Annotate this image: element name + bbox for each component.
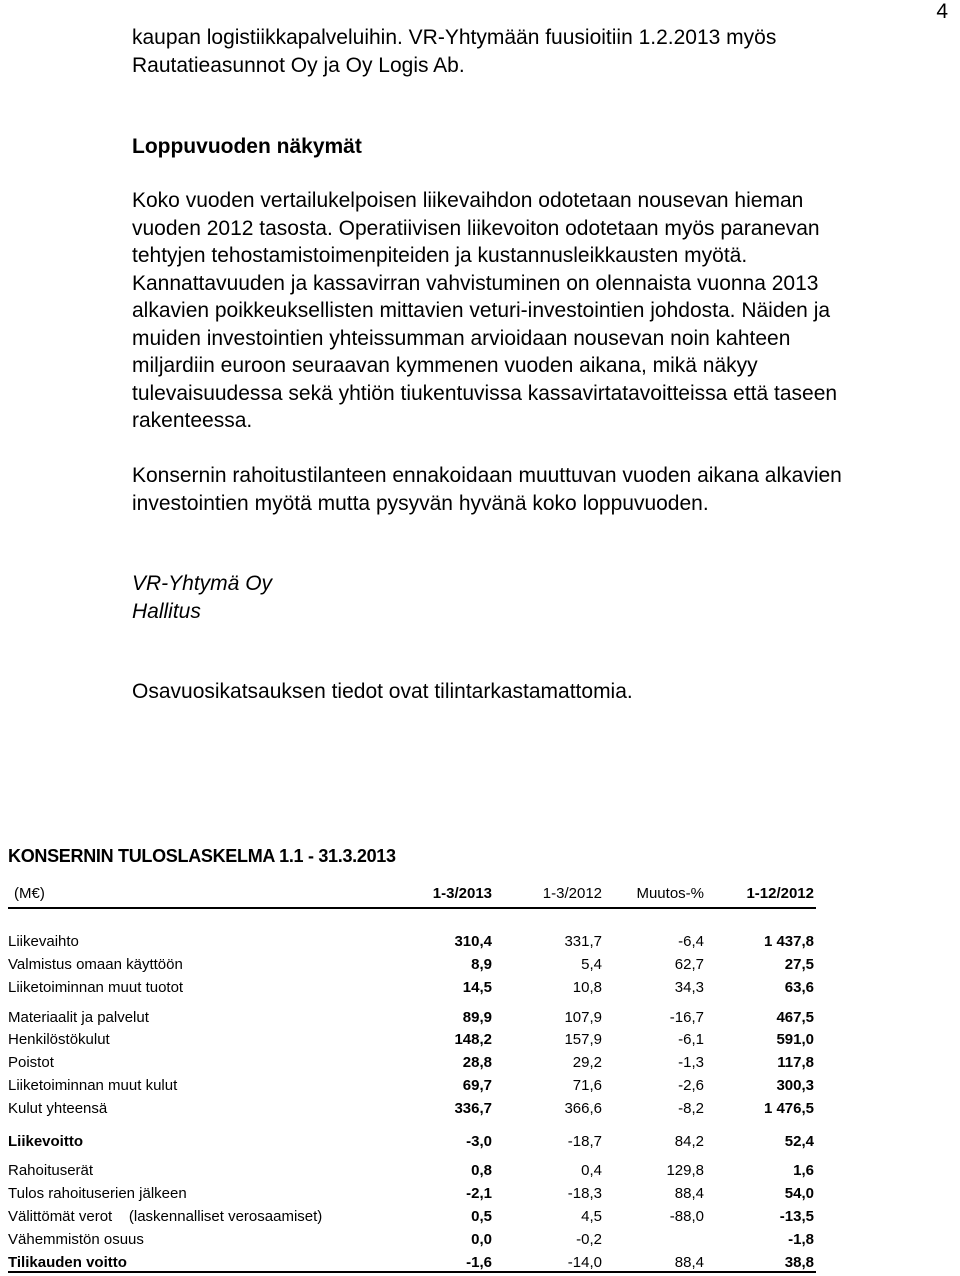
cell-change: -16,7 (669, 1009, 704, 1026)
table-row (8, 1009, 816, 1029)
cell-q2012: -14,0 (567, 1254, 602, 1271)
cell-q2012: 366,6 (564, 1100, 602, 1117)
cell-change: 34,3 (674, 979, 704, 996)
cell-q2013: 0,5 (471, 1208, 492, 1225)
cell-y2012: 38,8 (784, 1254, 814, 1271)
cell-change: -88,0 (669, 1208, 704, 1225)
cell-y2012: 1,6 (793, 1162, 814, 1179)
row-label: Liikevaihto (8, 933, 79, 950)
cell-y2012: 63,6 (784, 979, 814, 996)
cell-y2012: -13,5 (779, 1208, 814, 1225)
cell-q2013: 8,9 (471, 956, 492, 973)
header-unit: (M€) (14, 885, 45, 902)
row-label: Liiketoiminnan muut tuotot (8, 979, 184, 996)
cell-y2012: 54,0 (784, 1185, 814, 1202)
row-label: Henkilöstökulut (8, 1031, 110, 1048)
cell-q2013: 310,4 (454, 933, 492, 950)
cell-q2012: 157,9 (564, 1031, 602, 1048)
table-row (8, 1231, 816, 1251)
cell-y2012: 27,5 (784, 956, 814, 973)
header-q2013: 1-3/2013 (432, 885, 492, 902)
row-label: Materiaalit ja palvelut (8, 1009, 149, 1026)
paragraph-line: Koko vuoden vertailukelpoisen liikevaihdon odotetaan nousevan hieman (132, 189, 804, 212)
paragraph-line: investointien myötä mutta pysyvän hyvänä koko loppuvuoden. (132, 491, 709, 515)
page-number: 4 (936, 0, 948, 23)
header-q2012: 1-3/2012 (542, 885, 602, 902)
cell-q2012: -18,7 (567, 1133, 602, 1150)
table-row (8, 933, 816, 953)
table-bottom-rule (8, 1271, 816, 1273)
table-row (8, 1162, 816, 1182)
table-row (8, 1100, 816, 1120)
cell-q2012: 107,9 (564, 1009, 602, 1026)
cell-change: -2,6 (678, 1077, 704, 1094)
row-label: Rahoituserät (8, 1162, 94, 1179)
table-row (8, 1208, 816, 1228)
outlook-paragraph-1 (132, 187, 932, 435)
row-label: Liiketoiminnan muut kulut (8, 1077, 178, 1094)
cell-change: -8,2 (678, 1100, 704, 1117)
paragraph-line: rakenteessa. (132, 409, 253, 432)
paragraph-line: miljardiin euroon seuraavan kymmenen vuoden aikana, mikä näkyy (132, 354, 758, 377)
cell-change: 129,8 (666, 1162, 704, 1179)
row-label: Vähemmistön osuus (8, 1231, 144, 1248)
table-row (8, 1133, 816, 1153)
table-row (8, 1185, 816, 1205)
cell-q2013: -1,6 (466, 1254, 492, 1271)
cell-y2012: 591,0 (776, 1031, 814, 1048)
cell-q2012: 0,4 (581, 1162, 602, 1179)
cell-q2013: 0,0 (471, 1231, 492, 1248)
audit-note: Osavuosikatsauksen tiedot ovat tilintarkastamattomia. (132, 680, 633, 703)
row-label: Poistot (8, 1054, 54, 1071)
paragraph-line: vuoden 2012 tasosta. Operatiivisen liikevoiton odotetaan myös paranevan (132, 216, 820, 240)
cell-change: -1,3 (678, 1054, 704, 1071)
cell-change: -6,4 (678, 933, 704, 950)
cell-y2012: 467,5 (776, 1009, 814, 1026)
cell-q2012: -18,3 (567, 1185, 602, 1202)
cell-q2013: 14,5 (462, 979, 492, 996)
cell-q2013: 69,7 (462, 1077, 492, 1094)
cell-q2012: 29,2 (572, 1054, 602, 1071)
paragraph-line: muiden investointien yhteissumman arvioidaan nousevan noin kahteen (132, 326, 791, 350)
cell-q2012: 5,4 (581, 956, 602, 973)
signature-board: Hallitus (132, 600, 201, 623)
cell-q2013: 148,2 (454, 1031, 492, 1048)
table-row (8, 1054, 816, 1074)
signature-block (132, 570, 272, 626)
outlook-paragraph-2 (132, 462, 932, 517)
intro-paragraph (132, 24, 932, 79)
row-label: Liikevoitto (8, 1133, 84, 1150)
cell-change: 62,7 (674, 956, 704, 973)
cell-y2012: 300,3 (776, 1077, 814, 1094)
table-row (8, 1077, 816, 1097)
cell-q2012: 10,8 (572, 979, 602, 996)
table-row (8, 1031, 816, 1051)
table-title: KONSERNIN TULOSLASKELMA 1.1 - 31.3.2013 (8, 846, 396, 866)
outlook-heading: Loppuvuoden näkymät (132, 135, 362, 158)
cell-q2012: 331,7 (564, 933, 602, 950)
paragraph-line: alkavien poikkeuksellisten mittavien veturi-investointien johdosta. Näiden ja (132, 299, 831, 322)
cell-q2013: 0,8 (471, 1162, 492, 1179)
intro-line: Rautatieasunnot Oy ja Oy Logis Ab. (132, 53, 465, 77)
paragraph-line: Konsernin rahoitustilanteen ennakoidaan muuttuvan vuoden aikana alkavien (132, 464, 842, 487)
table-row (8, 979, 816, 999)
cell-change: -6,1 (678, 1031, 704, 1048)
row-label: Välittömät verot (laskennalliset verosaamiset) (8, 1208, 323, 1225)
cell-q2013: 89,9 (462, 1009, 492, 1026)
row-label: Tulos rahoituserien jälkeen (8, 1185, 187, 1202)
table-header (8, 885, 816, 909)
cell-change: 88,4 (674, 1185, 704, 1202)
cell-q2012: 71,6 (572, 1077, 602, 1094)
cell-y2012: 1 437,8 (763, 933, 814, 950)
paragraph-line: tehtyjen tehostamistoimenpiteiden ja kustannusleikkausten myötä. (132, 244, 748, 267)
header-y2012: 1-12/2012 (746, 885, 814, 902)
paragraph-line: Kannattavuuden ja kassavirran vahvistuminen on olennaista vuonna 2013 (132, 271, 819, 295)
row-label: Kulut yhteensä (8, 1100, 108, 1117)
cell-q2013: -2,1 (466, 1185, 492, 1202)
cell-q2013: -3,0 (466, 1133, 492, 1150)
cell-y2012: 52,4 (784, 1133, 814, 1150)
cell-q2013: 28,8 (462, 1054, 492, 1071)
table-row (8, 956, 816, 976)
cell-y2012: 1 476,5 (763, 1100, 814, 1117)
cell-q2013: 336,7 (454, 1100, 492, 1117)
cell-change: 84,2 (674, 1133, 704, 1150)
signature-company: VR-Yhtymä Oy (132, 572, 273, 595)
header-change: Muutos-% (636, 885, 704, 902)
cell-q2012: 4,5 (581, 1208, 602, 1225)
row-label: Valmistus omaan käyttöön (8, 956, 183, 973)
cell-y2012: -1,8 (788, 1231, 814, 1248)
paragraph-line: tulevaisuudessa sekä yhtiön tiukentuvissa kassavirtatavoitteissa että taseen (132, 381, 838, 405)
cell-change: 88,4 (674, 1254, 704, 1271)
cell-y2012: 117,8 (777, 1054, 814, 1071)
intro-line: kaupan logistiikkapalveluihin. VR-Yhtymään fuusioitiin 1.2.2013 myös (132, 26, 777, 49)
row-label: Tilikauden voitto (8, 1254, 127, 1271)
cell-q2012: -0,2 (576, 1231, 602, 1248)
